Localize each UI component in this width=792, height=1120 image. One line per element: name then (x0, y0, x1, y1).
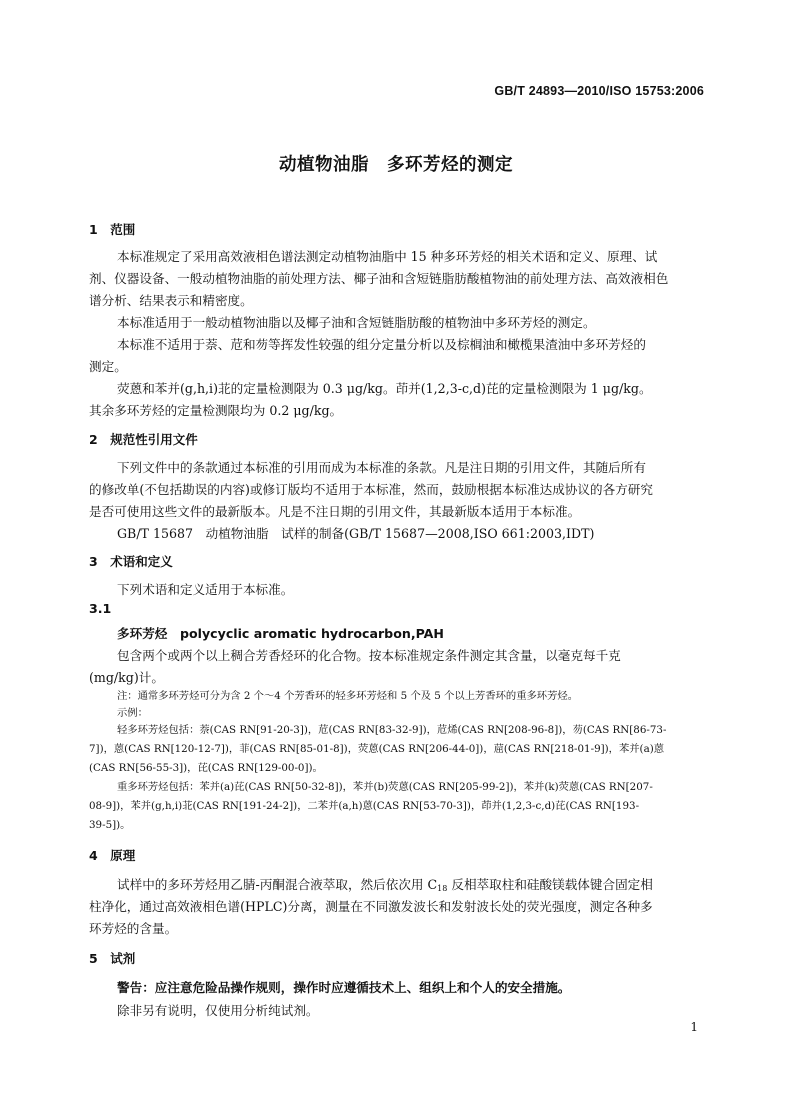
s1-p3-line1: 本标准不适用于萘、苊和芴等挥发性较强的组分定量分析以及棕榈油和橄榄果渣油中多环芳烃的 (117, 337, 646, 352)
s1-p4-line2: 其余多环芳烃的定量检测限均为 0.2 μg/kg。 (89, 403, 343, 418)
s4-line1-part-b: 反相萃取柱和硅酸镁载体键合固定相 (447, 877, 653, 892)
s3-heavy-pah-line3: 39-5])。 (89, 819, 131, 831)
page-number: 1 (690, 1020, 698, 1034)
s1-p1-line2: 剂、仪器设备、一般动植物油脂的前处理方法、椰子油和含短链脂肪酸植物油的前处理方法、高效液相色 (89, 271, 669, 286)
section-3-heading: 3 术语和定义 (89, 554, 173, 569)
section-1-heading: 1 范围 (89, 222, 136, 237)
s4-line1-subscript: 18 (437, 884, 448, 893)
s3-clause-number: 3.1 (89, 601, 112, 616)
s3-example-label: 示例： (117, 707, 148, 719)
s1-p3-line2: 测定。 (89, 359, 127, 374)
s3-heavy-pah-line1: 重多环芳烃包括：苯并(a)芘(CAS RN[50-32-8])，苯并(b)荧蒽(CAS RN[205-99-2])，苯并(k)荧蒽(CAS RN[207- (117, 781, 653, 793)
standard-number: GB/T 24893—2010/ISO 15753:2006 (494, 84, 704, 98)
s4-line1 (117, 874, 653, 893)
s2-p1-line3: 是否可使用这些文件的最新版本。凡是不注日期的引用文件，其最新版本适用于本标准。 (89, 504, 581, 519)
s3-light-pah-line2: 7])，蒽(CAS RN[120-12-7])，菲(CAS RN[85-01-8])，荧蒽(CAS RN[206-44-0])，䓛(CAS RN[218-01-9])，苯并(a)蒽 (89, 743, 665, 755)
s1-p1-line1: 本标准规定了采用高效液相色谱法测定动植物油脂中 15 种多环芳烃的相关术语和定义、原理、试 (117, 249, 658, 264)
s3-term: 多环芳烃 polycyclic aromatic hydrocarbon,PAH (117, 626, 444, 641)
s1-p4-line1: 荧蒽和苯并(g,h,i)苝的定量检测限为 0.3 μg/kg。茚并(1,2,3-c,d)芘的定量检测限为 1 μg/kg。 (117, 381, 652, 396)
s4-line3: 环芳烃的含量。 (89, 921, 178, 936)
s3-light-pah-line3: (CAS RN[56-55-3])，芘(CAS RN[129-00-0])。 (89, 762, 323, 774)
s3-intro: 下列术语和定义适用于本标准。 (117, 582, 294, 597)
s4-line1-part-a: 试样中的多环芳烃用乙腈-丙酮混合液萃取，然后依次用 C (117, 877, 438, 892)
s3-definition-line1: 包含两个或两个以上稠合芳香烃环的化合物。按本标准规定条件测定其含量，以毫克每千克 (117, 648, 621, 663)
section-5-heading: 5 试剂 (89, 951, 136, 966)
s3-definition-line2: (mg/kg)计。 (89, 670, 164, 685)
s3-heavy-pah-line2: 08-9])，苯并(g,h,i)苝(CAS RN[191-24-2])，二苯并(a,h)蒽(CAS RN[53-70-3])，茚并(1,2,3-c,d)芘(CAS RN[193- (89, 800, 640, 812)
s3-note: 注：通常多环芳烃可分为含 2 个～4 个芳香环的轻多环芳烃和 5 个及 5 个以上芳香环的重多环芳烃。 (117, 690, 578, 702)
s5-p1: 除非另有说明，仅使用分析纯试剂。 (117, 1003, 319, 1018)
section-4-heading: 4 原理 (89, 848, 136, 863)
s1-p2: 本标准适用于一般动植物油脂以及椰子油和含短链脂肪酸的植物油中多环芳烃的测定。 (117, 315, 596, 330)
s2-p1-line2: 的修改单(不包括勘误的内容)或修订版均不适用于本标准，然而，鼓励根据本标准达成协议的各方研究 (89, 482, 653, 497)
s2-reference: GB/T 15687 动植物油脂 试样的制备(GB/T 15687—2008,ISO 661:2003,IDT) (117, 526, 595, 541)
s2-p1-line1: 下列文件中的条款通过本标准的引用而成为本标准的条款。凡是注日期的引用文件，其随后所有 (117, 460, 646, 475)
s4-line2: 柱净化，通过高效液相色谱(HPLC)分离，测量在不同激发波长和发射波长处的荧光强度，测定各种多 (89, 899, 653, 914)
s5-warning: 警告：应注意危险品操作规则，操作时应遵循技术上、组织上和个人的安全措施。 (117, 980, 571, 995)
s3-light-pah-line1: 轻多环芳烃包括：萘(CAS RN[91-20-3])，苊(CAS RN[83-32-9])，苊烯(CAS RN[208-96-8])，芴(CAS RN[86-73- (117, 724, 667, 736)
document-title: 动植物油脂 多环芳烃的测定 (279, 155, 513, 175)
section-2-heading: 2 规范性引用文件 (89, 432, 198, 447)
s1-p1-line3: 谱分析、结果表示和精密度。 (89, 293, 253, 308)
